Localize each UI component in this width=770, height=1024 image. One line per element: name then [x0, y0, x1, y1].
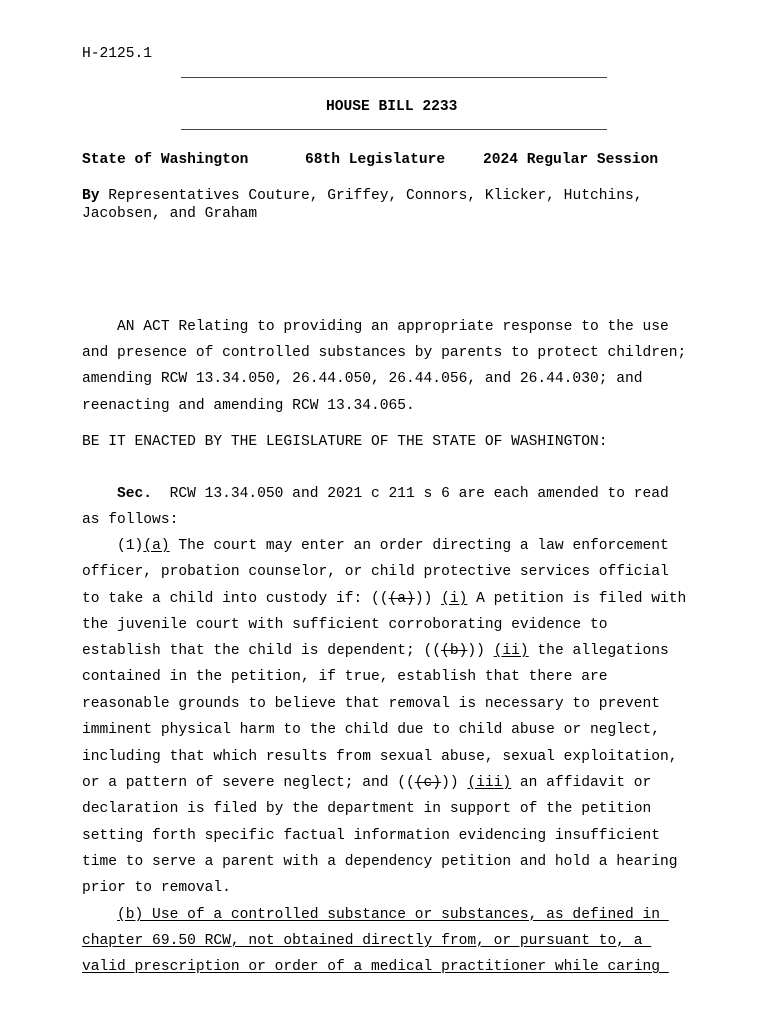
section-line [82, 641, 669, 661]
line-text: the allegations [528, 643, 669, 659]
section-line [82, 773, 651, 793]
title-rule-top [181, 77, 607, 78]
section-heading [82, 484, 669, 504]
section-line: including that which results from sexual abuse, sexual exploitation, [82, 749, 678, 765]
inserted-text: (a) [143, 538, 170, 554]
section-line: time to serve a parent with a dependency petition and hold a hearing [82, 854, 678, 870]
line-text: The court may enter an order directing a law enforcement [169, 538, 669, 554]
sponsors-line-2: Jacobsen, and Graham [82, 206, 258, 222]
section-line [82, 905, 669, 925]
line-text: to take a child into custody if: (( [82, 591, 389, 607]
act-line: and presence of controlled substances by parents to protect children; [82, 345, 687, 361]
line-text: )) [414, 591, 442, 607]
act-line: AN ACT Relating to providing an appropriate response to the use [82, 319, 669, 335]
by-label: By [82, 188, 100, 204]
section-line: the juvenile court with sufficient corroborating evidence to [82, 617, 608, 633]
sponsors-line-1 [82, 188, 643, 204]
section-line: prior to removal. [82, 880, 231, 896]
sec-label: Sec. [117, 486, 153, 502]
line-text: )) [467, 643, 494, 659]
subsection-number: (1) [117, 538, 144, 554]
section-line: contained in the petition, if true, establish that there are [82, 669, 608, 685]
line-text: )) [441, 775, 468, 791]
line-text: or a pattern of severe neglect; and (( [82, 775, 415, 791]
inserted-text: valid prescription or order of a medical practitioner while caring [82, 959, 669, 975]
struck-text: (a) [388, 591, 415, 607]
section-line [82, 931, 651, 951]
section-line [82, 589, 686, 609]
bill-title: HOUSE BILL 2233 [326, 99, 458, 115]
struck-text: (c) [414, 775, 442, 791]
line-text: an affidavit or [511, 775, 652, 791]
line-text: A petition is filed with [467, 591, 687, 607]
section-line [82, 957, 669, 977]
inserted-text: chapter 69.50 RCW, not obtained directly from, or pursuant to, a [82, 933, 652, 949]
inserted-text: (ii) [493, 643, 529, 659]
sec-text: RCW 13.34.050 and 2021 c 211 s 6 are each amended to read [152, 486, 669, 502]
section-line [82, 536, 669, 556]
legislature-label: 68th Legislature [305, 152, 446, 168]
state-label: State of Washington [82, 152, 249, 168]
session-label: 2024 Regular Session [483, 152, 659, 168]
sponsors-text-1: Representatives Couture, Griffey, Connors, Klicker, Hutchins, [108, 188, 643, 204]
act-line: amending RCW 13.34.050, 26.44.050, 26.44.056, and 26.44.030; and [82, 371, 643, 387]
inserted-text: (b) Use of a controlled substance or substances, as defined in [117, 907, 669, 923]
section-line: declaration is filed by the department in support of the petition [82, 801, 652, 817]
document-code: H-2125.1 [82, 46, 153, 62]
section-line: setting forth specific factual information evidencing insufficient [82, 828, 661, 844]
section-line: reasonable grounds to believe that removal is necessary to prevent [82, 696, 661, 712]
inserted-text: (iii) [467, 775, 512, 791]
section-line: officer, probation counselor, or child protective services official [82, 564, 669, 580]
section-line: imminent physical harm to the child due to child abuse or neglect, [82, 722, 661, 738]
struck-text: (b) [441, 643, 468, 659]
act-line: reenacting and amending RCW 13.34.065. [82, 398, 415, 414]
section-line: as follows: [82, 512, 179, 528]
inserted-text: (i) [441, 591, 468, 607]
enacting-clause: BE IT ENACTED BY THE LEGISLATURE OF THE STATE OF WASHINGTON: [82, 434, 608, 450]
title-rule-bottom [181, 129, 607, 130]
line-text: establish that the child is dependent; (( [82, 643, 442, 659]
